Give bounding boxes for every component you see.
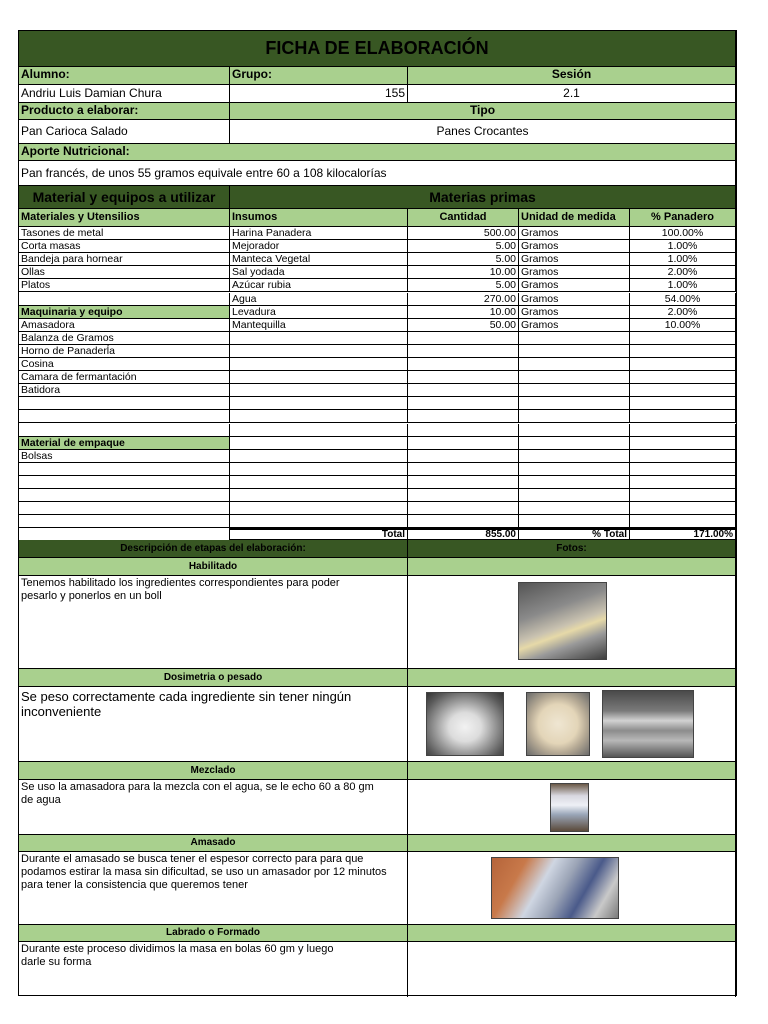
photo-flour-bowl [526, 692, 590, 756]
value-producto: Pan Carioca Salado [19, 120, 230, 144]
ingredient-unit [519, 332, 630, 345]
material-item [19, 424, 230, 437]
section-material: Material y equipos a utilizar [19, 186, 230, 209]
ingredient-quantity [408, 384, 519, 397]
table-row [19, 293, 736, 306]
ingredient-quantity [408, 515, 519, 528]
ingredient-baker-pct [630, 424, 736, 437]
ingredient-quantity: 10.00 [408, 266, 519, 279]
ingredient-name [230, 345, 408, 358]
table-row [19, 332, 736, 345]
table-row [19, 502, 736, 515]
table-row [19, 424, 736, 437]
ingredient-name [230, 502, 408, 515]
table-row [19, 515, 736, 528]
pct-total-value: 171.00% [630, 528, 736, 540]
material-item [19, 489, 230, 502]
table-row [19, 371, 736, 384]
ingredient-baker-pct [630, 463, 736, 476]
ingredient-unit: Gramos [519, 293, 630, 306]
col-panadero: % Panadero [630, 209, 736, 227]
ingredient-quantity [408, 397, 519, 410]
ingredient-unit [519, 515, 630, 528]
ingredient-unit: Gramos [519, 227, 630, 240]
ingredient-quantity: 500.00 [408, 227, 519, 240]
elaboration-sheet [18, 30, 737, 996]
material-item [19, 293, 230, 306]
ingredient-name [230, 358, 408, 371]
ingredient-name [230, 332, 408, 345]
ingredient-quantity: 5.00 [408, 279, 519, 292]
table-row [19, 384, 736, 397]
value-alumno: Andriu Luis Damian Chura [19, 85, 230, 103]
material-item: Platos [19, 279, 230, 292]
table-row [19, 227, 736, 240]
material-item: Camara de fermantación [19, 371, 230, 384]
ingredient-name [230, 450, 408, 463]
ingredient-unit [519, 345, 630, 358]
ingredient-unit [519, 410, 630, 423]
desc-header: Descripción de etapas del elaboración: [19, 540, 408, 558]
label-aporte: Aporte Nutricional: [19, 144, 736, 161]
ingredient-name [230, 476, 408, 489]
col-insumos: Insumos [230, 209, 408, 227]
table-row [19, 279, 736, 292]
material-item [19, 502, 230, 515]
ingredient-baker-pct [630, 358, 736, 371]
table-row [19, 476, 736, 489]
material-item [19, 463, 230, 476]
table-row [19, 437, 736, 450]
ingredient-baker-pct [630, 410, 736, 423]
ingredient-name [230, 489, 408, 502]
label-sesion: Sesión [408, 67, 736, 85]
ingredient-name [230, 463, 408, 476]
material-item: Amasadora [19, 319, 230, 332]
fotos-header: Fotos: [408, 540, 736, 558]
material-item [19, 410, 230, 423]
ingredient-baker-pct [630, 345, 736, 358]
ingredient-baker-pct: 2.00% [630, 266, 736, 279]
ingredient-unit: Gramos [519, 240, 630, 253]
photo-ingredients-bag [518, 582, 607, 660]
ingredient-baker-pct [630, 437, 736, 450]
material-subheader: Maquinaria y equipo [19, 306, 230, 319]
ingredient-name [230, 424, 408, 437]
value-grupo: 155 [230, 85, 408, 103]
ingredient-quantity [408, 371, 519, 384]
material-subheader: Material de empaque [19, 437, 230, 450]
material-item: Ollas [19, 266, 230, 279]
ingredient-baker-pct: 1.00% [630, 240, 736, 253]
label-alumno: Alumno: [19, 67, 230, 85]
ingredient-baker-pct [630, 450, 736, 463]
section-materias: Materias primas [230, 186, 736, 209]
ingredient-name: Agua [230, 293, 408, 306]
ingredient-baker-pct [630, 515, 736, 528]
photo-scale-bowl [602, 690, 694, 758]
col-materiales: Materiales y Utensilios [19, 209, 230, 227]
ingredient-unit [519, 384, 630, 397]
ingredient-name: Mejorador [230, 240, 408, 253]
value-sesion: 2.1 [408, 85, 736, 103]
ingredient-baker-pct [630, 371, 736, 384]
ingredient-unit: Gramos [519, 319, 630, 332]
ingredient-unit: Gramos [519, 279, 630, 292]
ingredient-baker-pct: 1.00% [630, 279, 736, 292]
table-row [19, 489, 736, 502]
table-row [19, 463, 736, 476]
ingredient-baker-pct: 100.00% [630, 227, 736, 240]
ingredient-baker-pct [630, 384, 736, 397]
stage-amasado-title: Amasado [19, 835, 408, 852]
material-item: Batidora [19, 384, 230, 397]
total-value: 855.00 [408, 528, 519, 540]
photo-metal-bowl [426, 692, 504, 756]
col-cantidad: Cantidad [408, 209, 519, 227]
ingredient-name [230, 384, 408, 397]
pct-total-label: % Total [519, 528, 630, 540]
stage-dosimetria-title: Dosimetria o pesado [19, 669, 408, 687]
label-grupo: Grupo: [230, 67, 408, 85]
material-item [19, 476, 230, 489]
ingredient-unit [519, 489, 630, 502]
col-unidad: Unidad de medida [519, 209, 630, 227]
stage-habilitado-photos [408, 576, 736, 669]
stage-habilitado-text: Tenemos habilitado los ingredientes correspondientes para poder pesarlo y ponerlos en un boll [19, 576, 408, 669]
ingredient-baker-pct [630, 332, 736, 345]
ingredient-name: Manteca Vegetal [230, 253, 408, 266]
stage-mezclado-title: Mezclado [19, 762, 408, 780]
ingredient-name [230, 371, 408, 384]
ingredient-name [230, 437, 408, 450]
ingredient-name: Harina Panadera [230, 227, 408, 240]
ingredient-unit [519, 397, 630, 410]
ingredient-quantity [408, 358, 519, 371]
ingredient-unit [519, 502, 630, 515]
stage-labrado-photos [408, 942, 736, 997]
stage-dosimetria-photos [408, 687, 736, 762]
ingredient-unit [519, 437, 630, 450]
table-row [19, 306, 736, 319]
ingredient-baker-pct: 10.00% [630, 319, 736, 332]
ingredient-unit [519, 358, 630, 371]
ingredient-quantity: 10.00 [408, 306, 519, 319]
material-item: Balanza de Gramos [19, 332, 230, 345]
table-row [19, 240, 736, 253]
stage-amasado-text: Durante el amasado se busca tener el espesor correcto para para que podamos estirar la masa sin dificultad, se uso un amasador por 12 minutos para tener la consistencia que queremos tener [19, 852, 408, 925]
ingredient-name: Azúcar rubia [230, 279, 408, 292]
table-row [19, 358, 736, 371]
photo-water-bottle [550, 783, 589, 832]
ingredient-unit [519, 476, 630, 489]
material-item: Corta masas [19, 240, 230, 253]
table-row [19, 410, 736, 423]
ingredient-name: Sal yodada [230, 266, 408, 279]
ingredient-unit [519, 450, 630, 463]
ingredient-unit: Gramos [519, 306, 630, 319]
ingredient-baker-pct [630, 502, 736, 515]
ingredient-name [230, 515, 408, 528]
ingredient-name: Levadura [230, 306, 408, 319]
table-row [19, 397, 736, 410]
sheet-title: FICHA DE ELABORACIÓN [19, 31, 736, 67]
ingredient-name [230, 397, 408, 410]
total-label: Total [230, 528, 408, 540]
stage-amasado-photos [408, 852, 736, 925]
ingredient-unit [519, 371, 630, 384]
material-item: Cosina [19, 358, 230, 371]
ingredient-baker-pct: 2.00% [630, 306, 736, 319]
table-row [19, 450, 736, 463]
ingredient-quantity [408, 410, 519, 423]
material-item [19, 397, 230, 410]
material-item: Horno de Panaderĺa [19, 345, 230, 358]
table-row [19, 266, 736, 279]
ingredient-unit [519, 463, 630, 476]
stage-dosimetria-text: Se peso correctamente cada ingrediente sin tener ningún inconveniente [19, 687, 408, 762]
photo-mixer [491, 857, 619, 919]
stage-labrado-text: Durante este proceso dividimos la masa en bolas 60 gm y luego darle su forma [19, 942, 408, 997]
stage-mezclado-text: Se uso la amasadora para la mezcla con el agua, se le echo 60 a 80 gm de agua [19, 780, 408, 835]
ingredient-quantity [408, 424, 519, 437]
material-item [19, 515, 230, 528]
ingredient-quantity: 5.00 [408, 253, 519, 266]
stage-mezclado-photos [408, 780, 736, 835]
ingredient-baker-pct [630, 489, 736, 502]
ingredient-quantity [408, 345, 519, 358]
table-row [19, 253, 736, 266]
ingredient-unit [519, 424, 630, 437]
ingredient-name: Mantequilla [230, 319, 408, 332]
ingredient-baker-pct [630, 476, 736, 489]
table-row [19, 345, 736, 358]
ingredient-quantity [408, 437, 519, 450]
ingredient-quantity: 50.00 [408, 319, 519, 332]
ingredient-baker-pct [630, 397, 736, 410]
ingredient-baker-pct: 54.00% [630, 293, 736, 306]
ingredient-quantity [408, 489, 519, 502]
label-producto: Producto a elaborar: [19, 103, 230, 120]
ingredient-quantity: 270.00 [408, 293, 519, 306]
ingredient-unit: Gramos [519, 266, 630, 279]
material-item: Tasones de metal [19, 227, 230, 240]
label-tipo: Tipo [230, 103, 736, 120]
ingredient-quantity [408, 450, 519, 463]
material-item: Bandeja para hornear [19, 253, 230, 266]
ingredient-quantity [408, 463, 519, 476]
ingredient-quantity [408, 476, 519, 489]
ingredient-quantity [408, 332, 519, 345]
ingredient-quantity [408, 502, 519, 515]
stage-labrado-title: Labrado o Formado [19, 925, 408, 942]
ingredient-baker-pct: 1.00% [630, 253, 736, 266]
ingredient-unit: Gramos [519, 253, 630, 266]
stage-habilitado-title: Habilitado [19, 558, 408, 576]
table-row [19, 319, 736, 332]
value-tipo: Panes Crocantes [230, 120, 736, 144]
material-item: Bolsas [19, 450, 230, 463]
value-aporte: Pan francés, de unos 55 gramos equivale entre 60 a 108 kilocalorías [19, 161, 736, 186]
ingredient-quantity: 5.00 [408, 240, 519, 253]
ingredient-name [230, 410, 408, 423]
